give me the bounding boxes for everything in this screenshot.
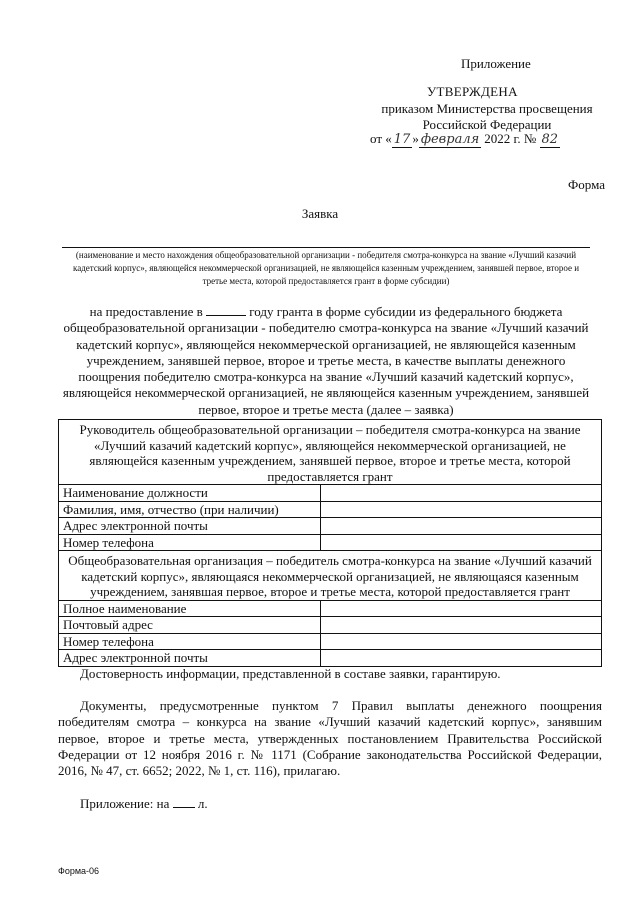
application-intro bbox=[56, 304, 596, 418]
organization-name-line bbox=[62, 247, 590, 248]
org-full-name-value[interactable] bbox=[321, 600, 602, 617]
position-label: Наименование должности bbox=[59, 485, 321, 502]
order-number-handwritten: 82 bbox=[541, 132, 559, 147]
appendix-label: Приложение bbox=[461, 56, 531, 71]
full-name-label: Фамилия, имя, отчество (при наличии) bbox=[59, 501, 321, 518]
table-row bbox=[59, 518, 602, 535]
table-row bbox=[59, 485, 602, 502]
section2-header-row bbox=[59, 551, 602, 601]
org-full-name-label: Полное наименование bbox=[59, 600, 321, 617]
page-title: Заявка bbox=[301, 206, 339, 221]
intro-before-blank: на предоставление в bbox=[89, 304, 203, 319]
date-day-handwritten: 17 bbox=[393, 132, 411, 147]
attachment-suffix: л. bbox=[197, 796, 208, 811]
attachment-prefix: Приложение: на bbox=[80, 796, 170, 811]
table-row bbox=[59, 501, 602, 518]
intro-after-blank: году гранта в форме субсидии из федерального бюджета общеобразовательной организации - победителю смотра-конкурса на звание «Лучший казачий кадетский корпус», являющейся некоммерческой организацией, не являющейся казенным учреждением, занявшей первое, второе и третье места, в качестве выплаты денежного поощрения победителю смотра-конкурса на звание «Лучший казачий кадетский корпус», являющейся некоммерческой организацией, не являющейся казенным учреждением, занявшей первое, второе и третье места (далее – заявка) bbox=[62, 304, 590, 417]
head-email-value[interactable] bbox=[321, 518, 602, 535]
section1-header: Руководитель общеобразовательной организации – победителя смотра-конкурса на звание «Лучший казачий кадетский корпус», являющейся некоммерческой организацией, не являющейся казенным учреждением, занявшей первое, второе и третье места, которой предоставляется грант bbox=[59, 420, 602, 485]
date-mid: » bbox=[412, 131, 419, 146]
position-value[interactable] bbox=[321, 485, 602, 502]
application-table bbox=[58, 419, 602, 667]
head-phone-value[interactable] bbox=[321, 534, 602, 551]
postal-address-value[interactable] bbox=[321, 617, 602, 634]
organization-name-caption: (наименование и место нахождения общеобразовательной организации - победителя смотра-конкурса на звание «Лучший казачий кадетский корпус», являющейся некоммерческой организацией, не являющейся казенным учреждением, занявшей первое, второе и третье места, которой предоставляется грант в форме субсидии) bbox=[72, 250, 580, 286]
attachment-line bbox=[80, 796, 208, 812]
date-prefix: от « bbox=[370, 131, 392, 146]
table-row bbox=[59, 600, 602, 617]
section2-header: Общеобразовательная организация – победитель смотра-конкурса на звание «Лучший казачий кадетский корпус», являющаяся некоммерческой организацией, не являющаяся казенным учреждением, занявшая первое, второе и третье места, которой предоставляется грант bbox=[59, 551, 602, 601]
order-line-1: приказом Министерства просвещения bbox=[381, 101, 593, 116]
org-email-value[interactable] bbox=[321, 650, 602, 667]
org-phone-label: Номер телефона bbox=[59, 633, 321, 650]
org-phone-value[interactable] bbox=[321, 633, 602, 650]
order-line-2: Российской Федерации bbox=[422, 117, 552, 132]
pages-blank bbox=[173, 796, 195, 808]
guarantee-statement: Достоверность информации, представленной в составе заявки, гарантирую. bbox=[80, 666, 501, 681]
form-code-footer: Форма-06 bbox=[58, 866, 100, 876]
order-date-line bbox=[370, 131, 560, 148]
documents-statement: Документы, предусмотренные пунктом 7 Правил выплаты денежного поощрения победителям смотра – конкурса на звание «Лучший казачий кадетский корпус», занявшим первое, второе и третье места, утвержденных постановлением Правительства Российской Федерации от 12 ноября 2016 г. № 1171 (Собрание законодательства Российской Федерации, 2016, № 47, ст. 6652; 2022, № 1, ст. 116), прилагаю. bbox=[58, 698, 602, 779]
full-name-value[interactable] bbox=[321, 501, 602, 518]
head-email-label: Адрес электронной почты bbox=[59, 518, 321, 535]
section1-header-row bbox=[59, 420, 602, 485]
approved-label: УТВЕРЖДЕНА bbox=[427, 84, 518, 99]
table-row bbox=[59, 617, 602, 634]
org-email-label: Адрес электронной почты bbox=[59, 650, 321, 667]
year-blank bbox=[206, 304, 246, 316]
head-phone-label: Номер телефона bbox=[59, 534, 321, 551]
date-month-handwritten: февраля bbox=[420, 132, 480, 147]
postal-address-label: Почтовый адрес bbox=[59, 617, 321, 634]
table-row bbox=[59, 633, 602, 650]
table-row bbox=[59, 534, 602, 551]
approval-order-text bbox=[362, 101, 612, 133]
table-row bbox=[59, 650, 602, 667]
form-label: Форма bbox=[568, 177, 605, 192]
date-year: 2022 г. № bbox=[484, 131, 537, 146]
